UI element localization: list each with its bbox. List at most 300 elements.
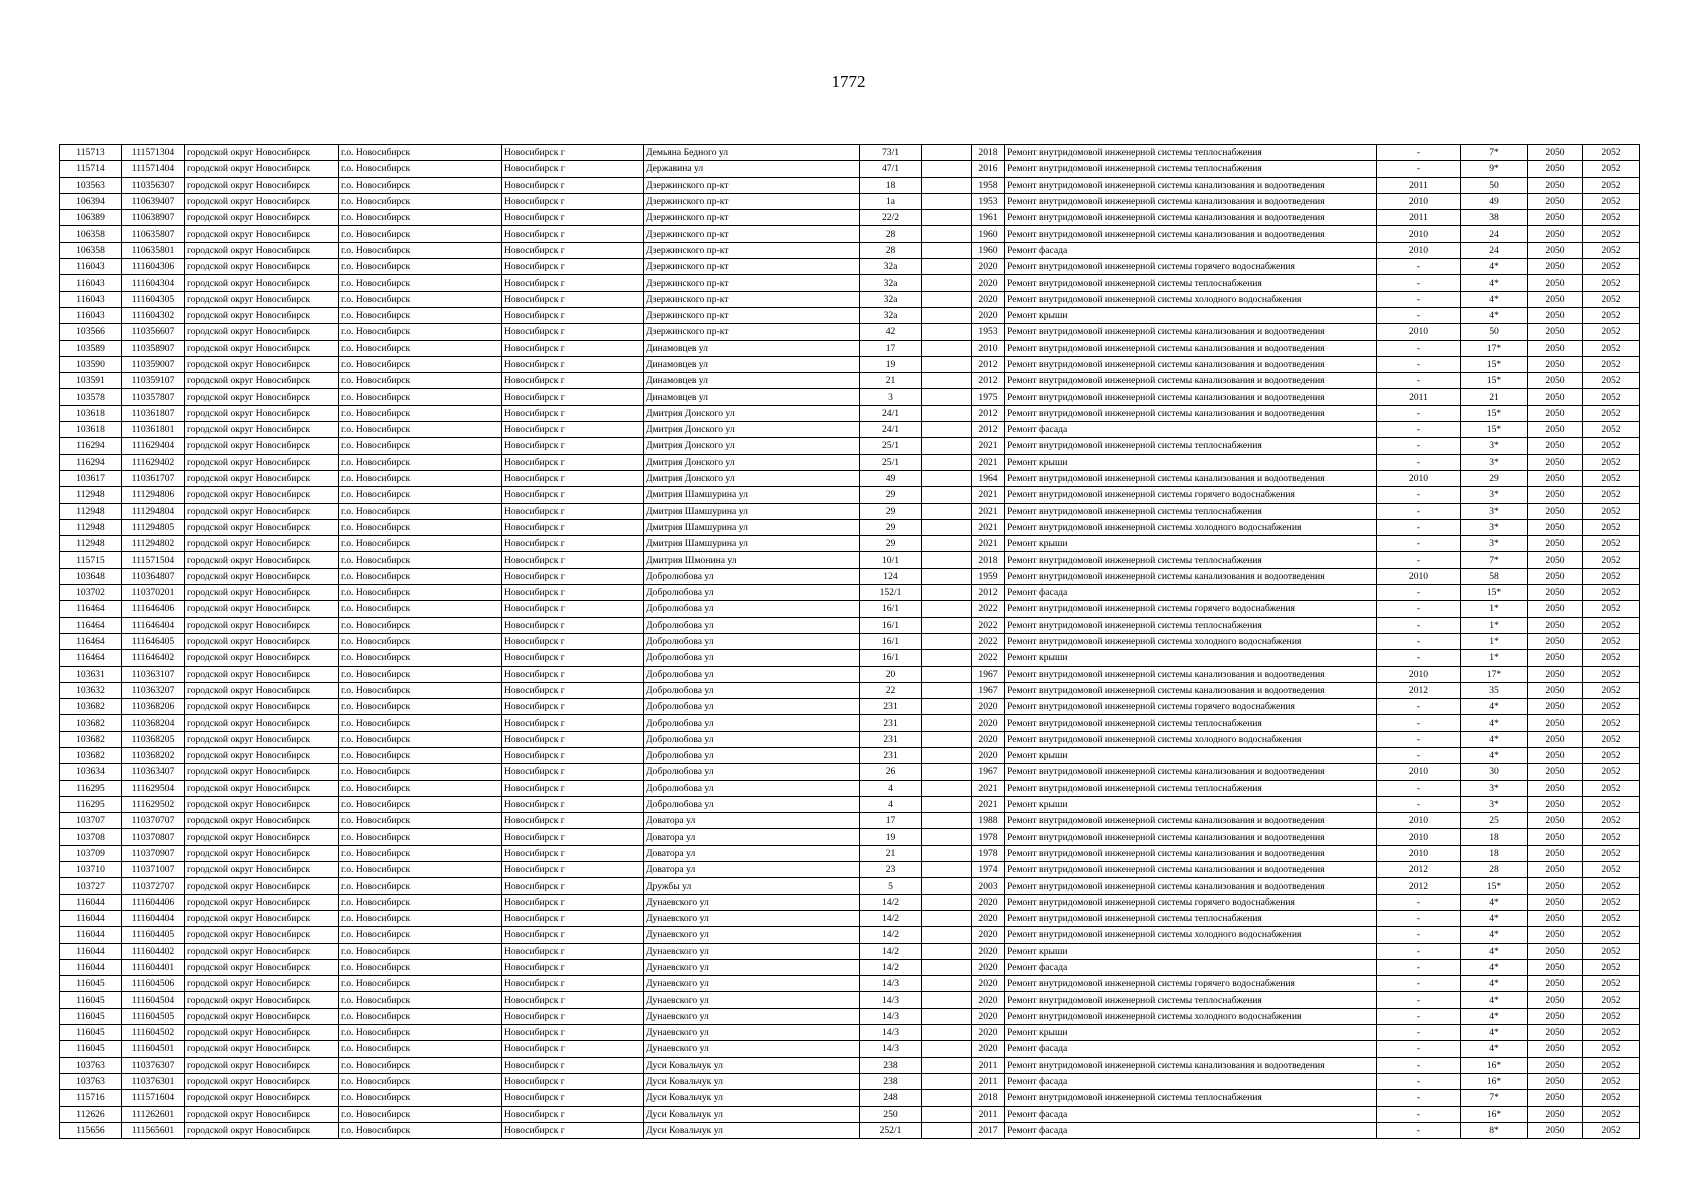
cell-plan-end-year: 2052 — [1583, 731, 1640, 747]
cell-work-id: 110370907 — [122, 845, 185, 861]
cell-year: 2021 — [972, 796, 1005, 812]
table-row — [60, 454, 1640, 470]
cell-wear: 15* — [1461, 585, 1528, 601]
cell-house-id: 112948 — [60, 503, 122, 519]
cell-city: Новосибирск г — [502, 324, 644, 340]
cell-city: Новосибирск г — [502, 747, 644, 763]
cell-municipality: городской округ Новосибирск — [185, 177, 339, 193]
cell-settlement: г.о. Новосибирск — [339, 878, 502, 894]
cell-municipality: городской округ Новосибирск — [185, 715, 339, 731]
cell-last-repair-year: - — [1377, 927, 1461, 943]
cell-settlement: г.о. Новосибирск — [339, 373, 502, 389]
cell-building — [922, 275, 972, 291]
cell-plan-end-year: 2052 — [1583, 438, 1640, 454]
cell-house-id: 116043 — [60, 307, 122, 323]
cell-work-type: Ремонт крыши — [1005, 650, 1377, 666]
cell-last-repair-year: - — [1377, 422, 1461, 438]
cell-wear: 3* — [1461, 454, 1528, 470]
cell-house-id: 116045 — [60, 1041, 122, 1057]
table-row — [60, 585, 1640, 601]
cell-house-id: 116464 — [60, 601, 122, 617]
cell-plan-start-year: 2050 — [1528, 487, 1583, 503]
cell-municipality: городской округ Новосибирск — [185, 1122, 339, 1138]
cell-work-type: Ремонт внутридомовой инженерной системы канализования и водоотведения — [1005, 878, 1377, 894]
cell-building — [922, 927, 972, 943]
cell-house-number: 22/2 — [860, 210, 922, 226]
cell-city: Новосибирск г — [502, 894, 644, 910]
cell-house-id: 112948 — [60, 536, 122, 552]
cell-settlement: г.о. Новосибирск — [339, 210, 502, 226]
cell-municipality: городской округ Новосибирск — [185, 927, 339, 943]
cell-street: Добролюбова ул — [644, 699, 860, 715]
table-row — [60, 682, 1640, 698]
cell-house-number: 19 — [860, 356, 922, 372]
cell-last-repair-year: - — [1377, 731, 1461, 747]
cell-plan-start-year: 2050 — [1528, 356, 1583, 372]
cell-street: Динамовцев ул — [644, 389, 860, 405]
cell-work-type: Ремонт внутридомовой инженерной системы канализования и водоотведения — [1005, 568, 1377, 584]
cell-municipality: городской округ Новосибирск — [185, 145, 339, 161]
cell-house-id: 112626 — [60, 1106, 122, 1122]
table-row — [60, 210, 1640, 226]
cell-house-id: 116295 — [60, 796, 122, 812]
cell-work-id: 110363407 — [122, 764, 185, 780]
cell-work-type: Ремонт внутридомовой инженерной системы горячего водоснабжения — [1005, 976, 1377, 992]
table-row — [60, 894, 1640, 910]
cell-year: 2020 — [972, 291, 1005, 307]
cell-house-number: 23 — [860, 862, 922, 878]
cell-city: Новосибирск г — [502, 438, 644, 454]
cell-street: Дружбы ул — [644, 878, 860, 894]
cell-house-id: 103708 — [60, 829, 122, 845]
cell-building — [922, 454, 972, 470]
cell-wear: 3* — [1461, 487, 1528, 503]
table-row — [60, 161, 1640, 177]
cell-settlement: г.о. Новосибирск — [339, 470, 502, 486]
cell-year: 1959 — [972, 568, 1005, 584]
cell-city: Новосибирск г — [502, 845, 644, 861]
cell-work-type: Ремонт внутридомовой инженерной системы теплоснабжения — [1005, 1090, 1377, 1106]
cell-house-number: 21 — [860, 373, 922, 389]
cell-plan-start-year: 2050 — [1528, 959, 1583, 975]
cell-plan-start-year: 2050 — [1528, 1041, 1583, 1057]
cell-settlement: г.о. Новосибирск — [339, 943, 502, 959]
cell-building — [922, 976, 972, 992]
cell-wear: 58 — [1461, 568, 1528, 584]
cell-house-number: 21 — [860, 845, 922, 861]
cell-house-id: 103709 — [60, 845, 122, 861]
cell-work-id: 110359007 — [122, 356, 185, 372]
cell-year: 2018 — [972, 552, 1005, 568]
cell-work-type: Ремонт внутридомовой инженерной системы канализования и водоотведения — [1005, 405, 1377, 421]
cell-plan-end-year: 2052 — [1583, 1008, 1640, 1024]
cell-plan-end-year: 2052 — [1583, 1025, 1640, 1041]
cell-last-repair-year: - — [1377, 275, 1461, 291]
cell-house-id: 116043 — [60, 275, 122, 291]
cell-work-id: 111604405 — [122, 927, 185, 943]
cell-municipality: городской округ Новосибирск — [185, 470, 339, 486]
cell-wear: 4* — [1461, 715, 1528, 731]
cell-house-number: 4 — [860, 780, 922, 796]
cell-settlement: г.о. Новосибирск — [339, 356, 502, 372]
cell-plan-start-year: 2050 — [1528, 878, 1583, 894]
cell-year: 2022 — [972, 650, 1005, 666]
cell-street: Дунаевского ул — [644, 1008, 860, 1024]
cell-plan-end-year: 2052 — [1583, 1057, 1640, 1073]
cell-municipality: городской округ Новосибирск — [185, 226, 339, 242]
cell-last-repair-year: - — [1377, 699, 1461, 715]
cell-city: Новосибирск г — [502, 356, 644, 372]
cell-work-id: 110368202 — [122, 747, 185, 763]
cell-city: Новосибирск г — [502, 927, 644, 943]
cell-building — [922, 210, 972, 226]
cell-last-repair-year: 2010 — [1377, 829, 1461, 845]
cell-street: Дзержинского пр-кт — [644, 226, 860, 242]
cell-building — [922, 943, 972, 959]
cell-city: Новосибирск г — [502, 552, 644, 568]
cell-last-repair-year: - — [1377, 601, 1461, 617]
cell-year: 1974 — [972, 862, 1005, 878]
cell-plan-start-year: 2050 — [1528, 226, 1583, 242]
cell-building — [922, 470, 972, 486]
cell-settlement: г.о. Новосибирск — [339, 813, 502, 829]
cell-wear: 17* — [1461, 666, 1528, 682]
cell-house-id: 103618 — [60, 405, 122, 421]
cell-plan-start-year: 2050 — [1528, 161, 1583, 177]
cell-year: 2012 — [972, 405, 1005, 421]
cell-year: 2020 — [972, 910, 1005, 926]
cell-building — [922, 1122, 972, 1138]
cell-house-number: 14/3 — [860, 976, 922, 992]
cell-year: 2022 — [972, 633, 1005, 649]
cell-wear: 4* — [1461, 1025, 1528, 1041]
cell-street: Динамовцев ул — [644, 356, 860, 372]
cell-wear: 16* — [1461, 1106, 1528, 1122]
cell-street: Дмитрия Донского ул — [644, 438, 860, 454]
cell-building — [922, 291, 972, 307]
cell-last-repair-year: - — [1377, 1106, 1461, 1122]
cell-settlement: г.о. Новосибирск — [339, 780, 502, 796]
cell-work-type: Ремонт крыши — [1005, 747, 1377, 763]
cell-house-number: 3 — [860, 389, 922, 405]
cell-building — [922, 601, 972, 617]
cell-last-repair-year: - — [1377, 894, 1461, 910]
cell-settlement: г.о. Новосибирск — [339, 731, 502, 747]
table-row — [60, 389, 1640, 405]
cell-street: Добролюбова ул — [644, 650, 860, 666]
cell-work-id: 110635801 — [122, 242, 185, 258]
cell-building — [922, 1106, 972, 1122]
table-row — [60, 519, 1640, 535]
cell-work-type: Ремонт фасада — [1005, 1041, 1377, 1057]
cell-house-number: 16/1 — [860, 601, 922, 617]
cell-city: Новосибирск г — [502, 796, 644, 812]
cell-house-number: 32а — [860, 307, 922, 323]
cell-house-id: 103566 — [60, 324, 122, 340]
cell-work-id: 111604404 — [122, 910, 185, 926]
cell-house-id: 116044 — [60, 894, 122, 910]
cell-last-repair-year: 2010 — [1377, 764, 1461, 780]
cell-work-type: Ремонт внутридомовой инженерной системы горячего водоснабжения — [1005, 487, 1377, 503]
cell-street: Добролюбова ул — [644, 617, 860, 633]
cell-wear: 15* — [1461, 405, 1528, 421]
cell-city: Новосибирск г — [502, 764, 644, 780]
cell-last-repair-year: 2010 — [1377, 470, 1461, 486]
cell-last-repair-year: - — [1377, 943, 1461, 959]
cell-settlement: г.о. Новосибирск — [339, 1090, 502, 1106]
cell-plan-start-year: 2050 — [1528, 845, 1583, 861]
cell-settlement: г.о. Новосибирск — [339, 177, 502, 193]
cell-building — [922, 585, 972, 601]
cell-municipality: городской округ Новосибирск — [185, 405, 339, 421]
cell-wear: 4* — [1461, 699, 1528, 715]
cell-municipality: городской округ Новосибирск — [185, 699, 339, 715]
cell-work-type: Ремонт внутридомовой инженерной системы теплоснабжения — [1005, 910, 1377, 926]
cell-building — [922, 145, 972, 161]
cell-plan-end-year: 2052 — [1583, 910, 1640, 926]
cell-plan-end-year: 2052 — [1583, 275, 1640, 291]
table-row — [60, 1008, 1640, 1024]
cell-work-type: Ремонт внутридомовой инженерной системы горячего водоснабжения — [1005, 601, 1377, 617]
cell-house-id: 116045 — [60, 976, 122, 992]
cell-work-id: 110370707 — [122, 813, 185, 829]
cell-city: Новосибирск г — [502, 862, 644, 878]
cell-city: Новосибирск г — [502, 829, 644, 845]
cell-settlement: г.о. Новосибирск — [339, 829, 502, 845]
cell-house-id: 103591 — [60, 373, 122, 389]
table-row — [60, 796, 1640, 812]
cell-house-number: 14/3 — [860, 992, 922, 1008]
cell-work-type: Ремонт внутридомовой инженерной системы холодного водоснабжения — [1005, 519, 1377, 535]
cell-wear: 29 — [1461, 470, 1528, 486]
cell-municipality: городской округ Новосибирск — [185, 503, 339, 519]
cell-building — [922, 731, 972, 747]
cell-building — [922, 959, 972, 975]
cell-plan-start-year: 2050 — [1528, 422, 1583, 438]
cell-plan-end-year: 2052 — [1583, 389, 1640, 405]
cell-work-type: Ремонт внутридомовой инженерной системы теплоснабжения — [1005, 503, 1377, 519]
cell-house-number: 19 — [860, 829, 922, 845]
cell-house-id: 103763 — [60, 1057, 122, 1073]
cell-plan-start-year: 2050 — [1528, 650, 1583, 666]
cell-last-repair-year: - — [1377, 1073, 1461, 1089]
cell-building — [922, 666, 972, 682]
cell-year: 2020 — [972, 1025, 1005, 1041]
cell-street: Дзержинского пр-кт — [644, 177, 860, 193]
cell-year: 2020 — [972, 307, 1005, 323]
cell-work-id: 111604505 — [122, 1008, 185, 1024]
cell-street: Дунаевского ул — [644, 1041, 860, 1057]
cell-building — [922, 226, 972, 242]
cell-wear: 4* — [1461, 943, 1528, 959]
cell-plan-end-year: 2052 — [1583, 699, 1640, 715]
table-row — [60, 976, 1640, 992]
cell-building — [922, 519, 972, 535]
cell-municipality: городской округ Новосибирск — [185, 764, 339, 780]
cell-wear: 35 — [1461, 682, 1528, 698]
cell-plan-end-year: 2052 — [1583, 796, 1640, 812]
cell-house-number: 152/1 — [860, 585, 922, 601]
cell-work-id: 111604306 — [122, 259, 185, 275]
cell-plan-end-year: 2052 — [1583, 650, 1640, 666]
cell-city: Новосибирск г — [502, 161, 644, 177]
cell-house-id: 115713 — [60, 145, 122, 161]
cell-year: 2020 — [972, 1041, 1005, 1057]
cell-house-id: 103710 — [60, 862, 122, 878]
cell-work-type: Ремонт фасада — [1005, 1106, 1377, 1122]
cell-work-id: 111604304 — [122, 275, 185, 291]
cell-plan-end-year: 2052 — [1583, 503, 1640, 519]
cell-wear: 4* — [1461, 291, 1528, 307]
cell-plan-start-year: 2050 — [1528, 145, 1583, 161]
cell-work-id: 111646405 — [122, 633, 185, 649]
cell-wear: 3* — [1461, 796, 1528, 812]
table-row — [60, 813, 1640, 829]
cell-settlement: г.о. Новосибирск — [339, 976, 502, 992]
cell-work-type: Ремонт крыши — [1005, 454, 1377, 470]
cell-work-id: 111571304 — [122, 145, 185, 161]
cell-plan-start-year: 2050 — [1528, 568, 1583, 584]
cell-house-id: 103563 — [60, 177, 122, 193]
cell-work-id: 111604504 — [122, 992, 185, 1008]
cell-last-repair-year: - — [1377, 976, 1461, 992]
cell-settlement: г.о. Новосибирск — [339, 1122, 502, 1138]
table-row — [60, 617, 1640, 633]
cell-building — [922, 373, 972, 389]
cell-municipality: городской округ Новосибирск — [185, 862, 339, 878]
cell-wear: 4* — [1461, 992, 1528, 1008]
cell-plan-start-year: 2050 — [1528, 747, 1583, 763]
cell-city: Новосибирск г — [502, 633, 644, 649]
cell-house-number: 1а — [860, 193, 922, 209]
cell-work-type: Ремонт внутридомовой инженерной системы канализования и водоотведения — [1005, 389, 1377, 405]
cell-plan-start-year: 2050 — [1528, 470, 1583, 486]
cell-house-id: 116043 — [60, 291, 122, 307]
cell-settlement: г.о. Новосибирск — [339, 650, 502, 666]
cell-work-type: Ремонт внутридомовой инженерной системы канализования и водоотведения — [1005, 177, 1377, 193]
table-row — [60, 405, 1640, 421]
cell-house-number: 16/1 — [860, 633, 922, 649]
cell-building — [922, 161, 972, 177]
table-row — [60, 715, 1640, 731]
cell-work-type: Ремонт фасада — [1005, 585, 1377, 601]
cell-wear: 4* — [1461, 747, 1528, 763]
cell-house-number: 14/3 — [860, 1025, 922, 1041]
cell-wear: 3* — [1461, 536, 1528, 552]
cell-municipality: городской округ Новосибирск — [185, 845, 339, 861]
cell-work-id: 110368206 — [122, 699, 185, 715]
cell-year: 2021 — [972, 487, 1005, 503]
cell-plan-end-year: 2052 — [1583, 405, 1640, 421]
cell-house-number: 25/1 — [860, 438, 922, 454]
cell-last-repair-year: - — [1377, 291, 1461, 307]
cell-settlement: г.о. Новосибирск — [339, 454, 502, 470]
cell-building — [922, 487, 972, 503]
cell-year: 2010 — [972, 340, 1005, 356]
cell-municipality: городской округ Новосибирск — [185, 747, 339, 763]
cell-plan-end-year: 2052 — [1583, 845, 1640, 861]
table-row — [60, 780, 1640, 796]
cell-year: 1978 — [972, 845, 1005, 861]
cell-city: Новосибирск г — [502, 275, 644, 291]
cell-plan-start-year: 2050 — [1528, 1073, 1583, 1089]
cell-city: Новосибирск г — [502, 731, 644, 747]
cell-building — [922, 1025, 972, 1041]
cell-plan-end-year: 2052 — [1583, 764, 1640, 780]
cell-plan-start-year: 2050 — [1528, 438, 1583, 454]
cell-municipality: городской округ Новосибирск — [185, 796, 339, 812]
cell-house-id: 106358 — [60, 226, 122, 242]
cell-house-number: 231 — [860, 699, 922, 715]
cell-building — [922, 992, 972, 1008]
cell-municipality: городской округ Новосибирск — [185, 1008, 339, 1024]
cell-work-id: 110370807 — [122, 829, 185, 845]
cell-municipality: городской округ Новосибирск — [185, 1090, 339, 1106]
cell-work-type: Ремонт внутридомовой инженерной системы канализования и водоотведения — [1005, 862, 1377, 878]
cell-work-id: 111629504 — [122, 780, 185, 796]
cell-plan-end-year: 2052 — [1583, 1090, 1640, 1106]
cell-house-number: 18 — [860, 177, 922, 193]
cell-work-type: Ремонт внутридомовой инженерной системы холодного водоснабжения — [1005, 1008, 1377, 1024]
cell-house-number: 4 — [860, 796, 922, 812]
cell-plan-start-year: 2050 — [1528, 1057, 1583, 1073]
cell-settlement: г.о. Новосибирск — [339, 796, 502, 812]
cell-house-id: 116045 — [60, 1025, 122, 1041]
cell-wear: 1* — [1461, 601, 1528, 617]
cell-municipality: городской округ Новосибирск — [185, 193, 339, 209]
cell-city: Новосибирск г — [502, 177, 644, 193]
cell-plan-start-year: 2050 — [1528, 340, 1583, 356]
cell-city: Новосибирск г — [502, 470, 644, 486]
cell-street: Дунаевского ул — [644, 894, 860, 910]
cell-house-number: 14/2 — [860, 894, 922, 910]
cell-plan-end-year: 2052 — [1583, 894, 1640, 910]
cell-work-type: Ремонт крыши — [1005, 307, 1377, 323]
cell-city: Новосибирск г — [502, 536, 644, 552]
cell-work-type: Ремонт внутридомовой инженерной системы теплоснабжения — [1005, 145, 1377, 161]
cell-house-number: 16/1 — [860, 650, 922, 666]
cell-building — [922, 552, 972, 568]
cell-last-repair-year: 2010 — [1377, 193, 1461, 209]
cell-municipality: городской округ Новосибирск — [185, 373, 339, 389]
cell-work-id: 110370201 — [122, 585, 185, 601]
cell-house-id: 103631 — [60, 666, 122, 682]
cell-wear: 1* — [1461, 650, 1528, 666]
cell-plan-start-year: 2050 — [1528, 324, 1583, 340]
cell-work-id: 111565601 — [122, 1122, 185, 1138]
cell-street: Дунаевского ул — [644, 959, 860, 975]
cell-house-id: 106389 — [60, 210, 122, 226]
cell-year: 2020 — [972, 943, 1005, 959]
cell-house-id: 116044 — [60, 943, 122, 959]
cell-work-id: 111604401 — [122, 959, 185, 975]
cell-building — [922, 324, 972, 340]
cell-building — [922, 177, 972, 193]
cell-work-type: Ремонт внутридомовой инженерной системы канализования и водоотведения — [1005, 813, 1377, 829]
cell-building — [922, 650, 972, 666]
table-row — [60, 177, 1640, 193]
cell-settlement: г.о. Новосибирск — [339, 862, 502, 878]
cell-street: Дзержинского пр-кт — [644, 291, 860, 307]
cell-street: Дуси Ковальчук ул — [644, 1073, 860, 1089]
cell-building — [922, 796, 972, 812]
cell-street: Добролюбова ул — [644, 796, 860, 812]
table-row — [60, 845, 1640, 861]
cell-work-id: 111629404 — [122, 438, 185, 454]
cell-plan-start-year: 2050 — [1528, 910, 1583, 926]
cell-last-repair-year: - — [1377, 633, 1461, 649]
cell-work-id: 110372707 — [122, 878, 185, 894]
